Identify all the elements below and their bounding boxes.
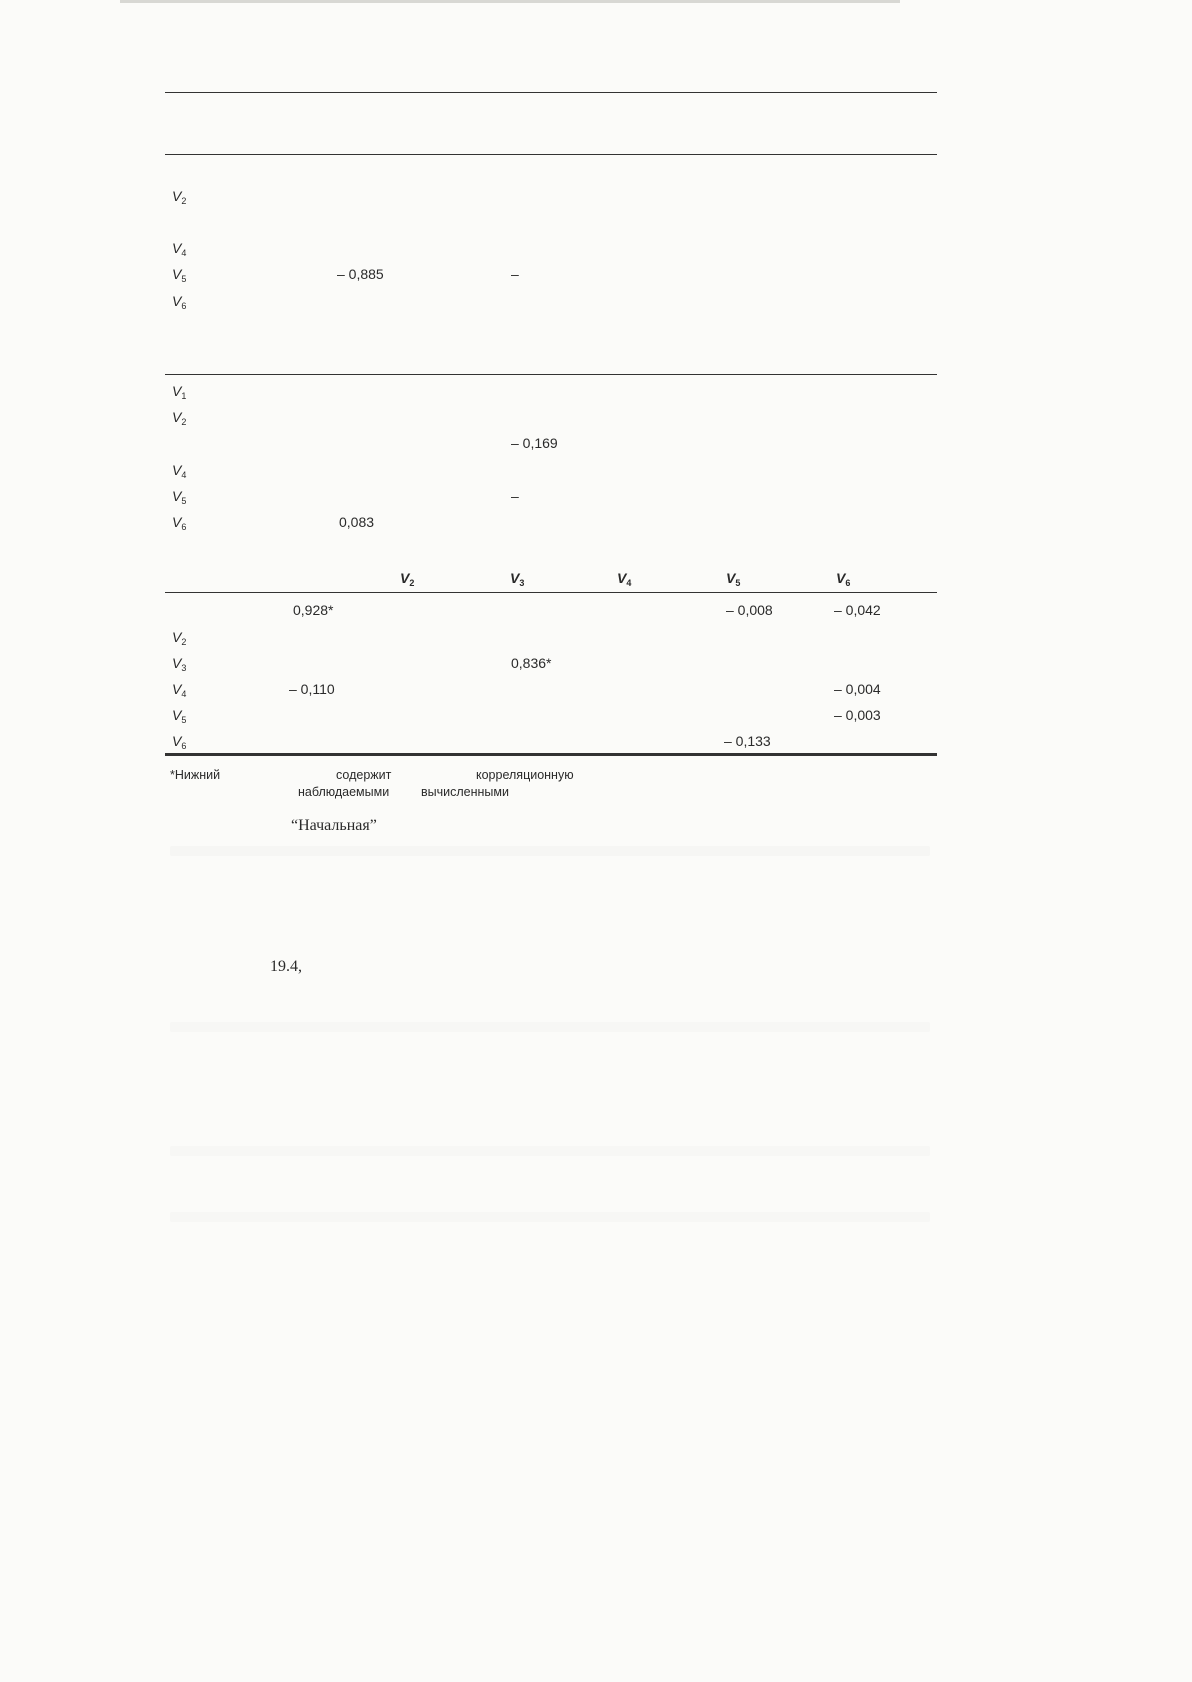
row-label: $V_1$ <box>172 383 187 401</box>
footnote-text: содержит <box>336 768 392 782</box>
table-cell: 0,836* <box>511 655 552 671</box>
row-label: $V_2$ <box>172 409 187 427</box>
table-cell: 0,083 <box>339 514 375 530</box>
table-top-rule <box>165 92 937 93</box>
row-label: $V_5$ <box>172 266 187 284</box>
table-cell: – <box>511 266 519 282</box>
row-label: $V_4$ <box>172 681 187 699</box>
row-label: $V_3$ <box>172 655 187 673</box>
column-header: $V_3$ <box>510 570 525 588</box>
table-cell: – 0,004 <box>834 681 881 697</box>
table-cell: – 0,169 <box>511 435 558 451</box>
scan-residue <box>170 846 930 856</box>
footnote-text: вычисленными <box>421 785 509 799</box>
row-label: $V_2$ <box>172 188 187 206</box>
row-label: $V_2$ <box>172 629 187 647</box>
scan-residue <box>170 1212 930 1222</box>
table-cell: – 0,110 <box>289 681 335 697</box>
row-label: $V_4$ <box>172 462 187 480</box>
table-header-rule <box>165 154 937 155</box>
scan-edge <box>120 0 900 3</box>
footnote-text: корреляционную <box>476 768 574 782</box>
body-text: 19.4, <box>270 958 302 975</box>
column-header: $V_6$ <box>836 570 851 588</box>
scan-residue <box>170 1146 930 1156</box>
table-cell: 0,928* <box>293 602 334 618</box>
column-header: $V_2$ <box>400 570 415 588</box>
block-separator-rule <box>165 374 937 375</box>
column-header: $V_4$ <box>617 570 632 588</box>
column-header: $V_5$ <box>726 570 741 588</box>
table-header-rule <box>165 592 937 593</box>
table-cell: – <box>511 488 519 504</box>
table-cell: – 0,885 <box>337 266 384 282</box>
row-label: $V_6$ <box>172 733 187 751</box>
table-cell: – 0,003 <box>834 707 881 723</box>
footnote-text: наблюдаемыми <box>298 785 390 799</box>
body-text: “Начальная” <box>291 817 377 834</box>
row-label: $V_5$ <box>172 707 187 725</box>
footnote-text: *Нижний <box>170 768 221 782</box>
table-cell: – 0,133 <box>724 733 771 749</box>
row-label: $V_6$ <box>172 514 187 532</box>
table-cell: – 0,008 <box>726 602 773 618</box>
table-cell: – 0,042 <box>834 602 881 618</box>
row-label: $V_4$ <box>172 240 187 258</box>
scan-residue <box>170 1022 930 1032</box>
table-bottom-rule <box>165 753 937 756</box>
row-label: $V_5$ <box>172 488 187 506</box>
row-label: $V_6$ <box>172 293 187 311</box>
